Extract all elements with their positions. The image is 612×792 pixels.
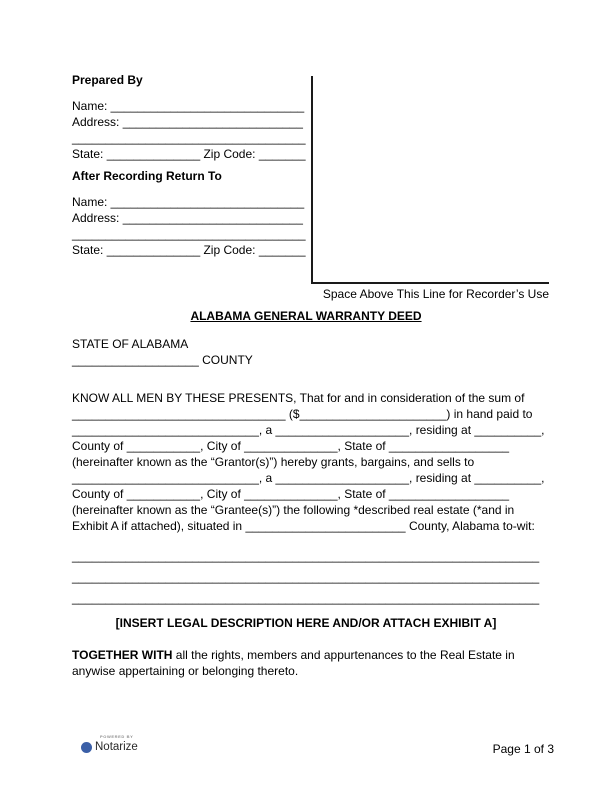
prepared-by-address-row: Address: ___________________________ [72,115,303,129]
prepared-by-address-overflow-row: ___________________________________ [72,131,306,145]
notarize-logo [81,733,151,757]
powered-by-label: POWERED BY [100,734,134,739]
body-line: KNOW ALL MEN BY THESE PRESENTS, That for and in consideration of the sum of [72,391,525,405]
body-line: ____________________________, a ____________________, residing at __________, [72,423,545,437]
prepared-by-heading: Prepared By [72,73,143,87]
body-line: ____________________________, a ____________________, residing at __________, [72,471,545,485]
return-to-address-overflow-row: ___________________________________ [72,227,306,241]
body-line: (hereinafter known as the “Grantee(s)”) the following *described real estate (*and in [72,503,515,517]
prepared-by-section [72,72,306,162]
return-to-address-row: Address: ___________________________ [72,211,303,225]
prepared-by-name-row: Name: _____________________________ [72,99,305,113]
legal-description-blank-line: ______________________________________________________________________ [72,591,540,605]
together-with-rest: all the rights, members and appurtenances to the Real Estate in [172,648,515,662]
legal-description-blank-line: ______________________________________________________________________ [72,549,540,563]
recorder-use-note: Space Above This Line for Recorder’s Use [322,287,549,301]
insert-legal-description-note: [INSERT LEGAL DESCRIPTION HERE AND/OR ATTACH EXHIBIT A] [115,616,497,630]
notarize-circle-icon [81,742,92,753]
return-to-section [72,168,306,258]
return-to-state-zip-row: State: ______________ Zip Code: _______ [72,243,306,257]
recorder-horizontal-divider [311,282,549,284]
body-line: (hereinafter known as the “Grantor(s)”) hereby grants, bargains, and sells to [72,455,475,469]
deed-title: ALABAMA GENERAL WARRANTY DEED [190,309,422,323]
return-to-heading: After Recording Return To [72,169,222,183]
deed-body-paragraph [72,390,544,534]
return-to-name-row: Name: _____________________________ [72,195,305,209]
notarize-brand-label: Notarize [95,741,138,753]
together-with-line-2: anywise appertaining or belonging thereto. [72,664,299,678]
body-line: Exhibit A if attached), situated in ________________________ County, Alabama to-wit: [72,519,535,533]
body-line: County of ___________, City of ______________, State of __________________ [72,487,510,501]
state-of-alabama-line: STATE OF ALABAMA [72,337,189,351]
recorder-vertical-divider [311,76,313,283]
legal-description-blank-line: ______________________________________________________________________ [72,570,540,584]
prepared-by-state-zip-row: State: ______________ Zip Code: _______ [72,147,306,161]
together-with-paragraph [72,647,515,679]
county-blank-line: ___________________ COUNTY [72,353,253,367]
body-line: County of ___________, City of ______________, State of __________________ [72,439,510,453]
page-indicator: Page 1 of 3 [492,742,554,756]
together-with-line-1 [72,647,515,663]
together-with-lead: TOGETHER WITH [72,648,173,662]
body-line: ________________________________ ($______________________) in hand paid to [72,407,533,421]
legal-description-blanks [72,546,539,609]
